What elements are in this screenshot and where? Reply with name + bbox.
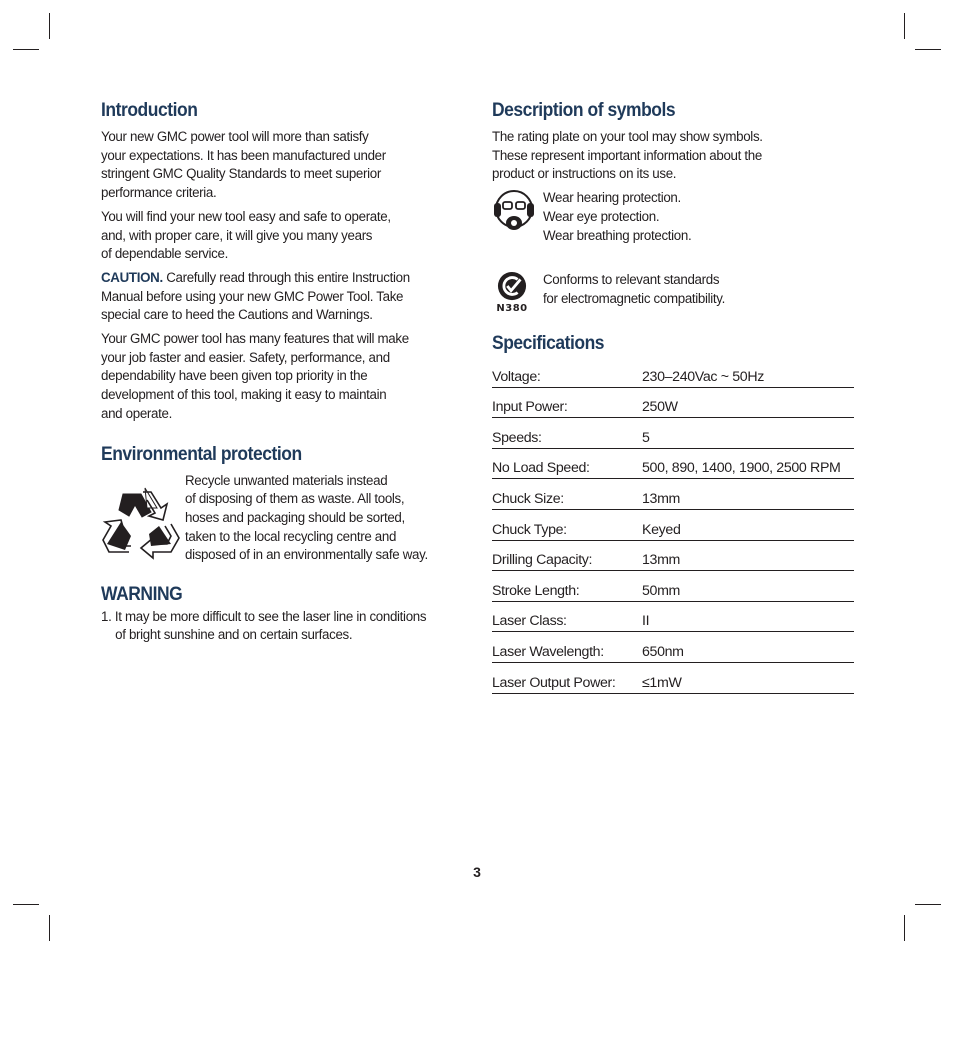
ctick-symbol-row <box>492 271 854 323</box>
warning-heading: WARNING <box>101 583 183 605</box>
spec-row <box>492 418 854 449</box>
spec-label: Laser Wavelength: <box>492 632 642 663</box>
spec-value: 230–240Vac ~ 50Hz <box>642 357 854 387</box>
spec-value: ≤1mW <box>642 663 854 694</box>
environmental-section <box>101 472 461 578</box>
c-tick-mark <box>492 271 532 314</box>
ppe-line-hearing: Wear hearing protection. <box>543 190 681 207</box>
spec-value: 5 <box>642 418 854 449</box>
spec-label: Laser Class: <box>492 601 642 632</box>
crop-mark <box>904 13 905 39</box>
intro-paragraph-1: Your new GMC power tool will more than satisfy your expectations. It has been manufactured under stringent GMC Quality Standards to meet superior performance criteria. <box>101 129 386 202</box>
spec-label: Chuck Size: <box>492 479 642 510</box>
spec-label: Chuck Type: <box>492 510 642 541</box>
symbols-heading: Description of symbols <box>492 100 676 121</box>
spec-value: 650nm <box>642 632 854 663</box>
spec-row <box>492 387 854 418</box>
spec-row <box>492 663 854 694</box>
spec-value: 13mm <box>642 479 854 510</box>
spec-label: Voltage: <box>492 357 642 387</box>
spec-row <box>492 601 854 632</box>
spec-label: Speeds: <box>492 418 642 449</box>
crop-mark <box>915 49 941 50</box>
spec-value: 50mm <box>642 571 854 602</box>
spec-label: Laser Output Power: <box>492 663 642 694</box>
specifications-table <box>492 357 854 694</box>
spec-row <box>492 510 854 541</box>
spec-row <box>492 448 854 479</box>
warning-item-1: 1. It may be more difficult to see the laser line in conditions of bright sunshine and on certain surfaces. <box>101 608 427 644</box>
c-tick-icon <box>497 271 527 301</box>
environmental-text: Recycle unwanted materials instead of disposing of them as waste. All tools, hoses and packaging should be sorted, taken to the local recycling centre and disposed of in an environmentally safe way. <box>185 472 428 564</box>
spec-value: Keyed <box>642 510 854 541</box>
ctick-symbol-text <box>543 271 863 309</box>
crop-mark <box>13 49 39 50</box>
ppe-symbol-row <box>492 189 854 271</box>
spec-row <box>492 540 854 571</box>
ctick-code: N380 <box>496 303 528 315</box>
crop-mark <box>915 904 941 905</box>
ppe-line-eye: Wear eye protection. <box>543 209 660 226</box>
crop-mark <box>13 904 39 905</box>
left-column <box>101 100 461 645</box>
recycle-icon <box>101 486 181 562</box>
page-number: 3 <box>473 864 481 880</box>
spec-row <box>492 571 854 602</box>
specifications-heading: Specifications <box>492 333 605 355</box>
right-column <box>492 100 854 694</box>
caution-label: CAUTION. <box>101 269 163 286</box>
protective-gear-icon <box>492 189 536 235</box>
ppe-line-breathing: Wear breathing protection. <box>543 228 692 245</box>
introduction-heading: Introduction <box>101 100 198 121</box>
spec-label: Input Power: <box>492 387 642 418</box>
environmental-heading: Environmental protection <box>101 443 302 465</box>
intro-paragraph-2: You will find your new tool easy and safe to operate, and, with proper care, it will give you many years of dependable service. <box>101 208 391 263</box>
spec-value: II <box>642 601 854 632</box>
spec-value: 250W <box>642 387 854 418</box>
spec-row <box>492 357 854 387</box>
caution-text: Carefully read through this entire Instruction Manual before using your new GMC Power Tool. Take special care to heed the Cautions and Warnings. <box>101 269 410 324</box>
crop-mark <box>49 915 50 941</box>
spec-label: Stroke Length: <box>492 571 642 602</box>
intro-paragraph-4: Your GMC power tool has many features that will make your job faster and easier. Safety, performance, and dependability have been given top priority in the development of this tool, making it easy to maintain and operate. <box>101 331 409 422</box>
spec-value: 13mm <box>642 540 854 571</box>
spec-value: 500, 890, 1400, 1900, 2500 RPM <box>642 448 854 479</box>
crop-mark <box>904 915 905 941</box>
spec-label: No Load Speed: <box>492 448 642 479</box>
ctick-line-2: for electromagnetic compatibility. <box>543 291 726 308</box>
spec-label: Drilling Capacity: <box>492 540 642 571</box>
caution-paragraph <box>101 269 458 325</box>
spec-row <box>492 632 854 663</box>
spec-row <box>492 479 854 510</box>
ctick-line-1: Conforms to relevant standards <box>543 272 720 289</box>
crop-mark <box>49 13 50 39</box>
symbols-intro: The rating plate on your tool may show symbols. These represent important information about the product or instructions on its use. <box>492 129 763 183</box>
ppe-symbol-text <box>543 189 863 246</box>
